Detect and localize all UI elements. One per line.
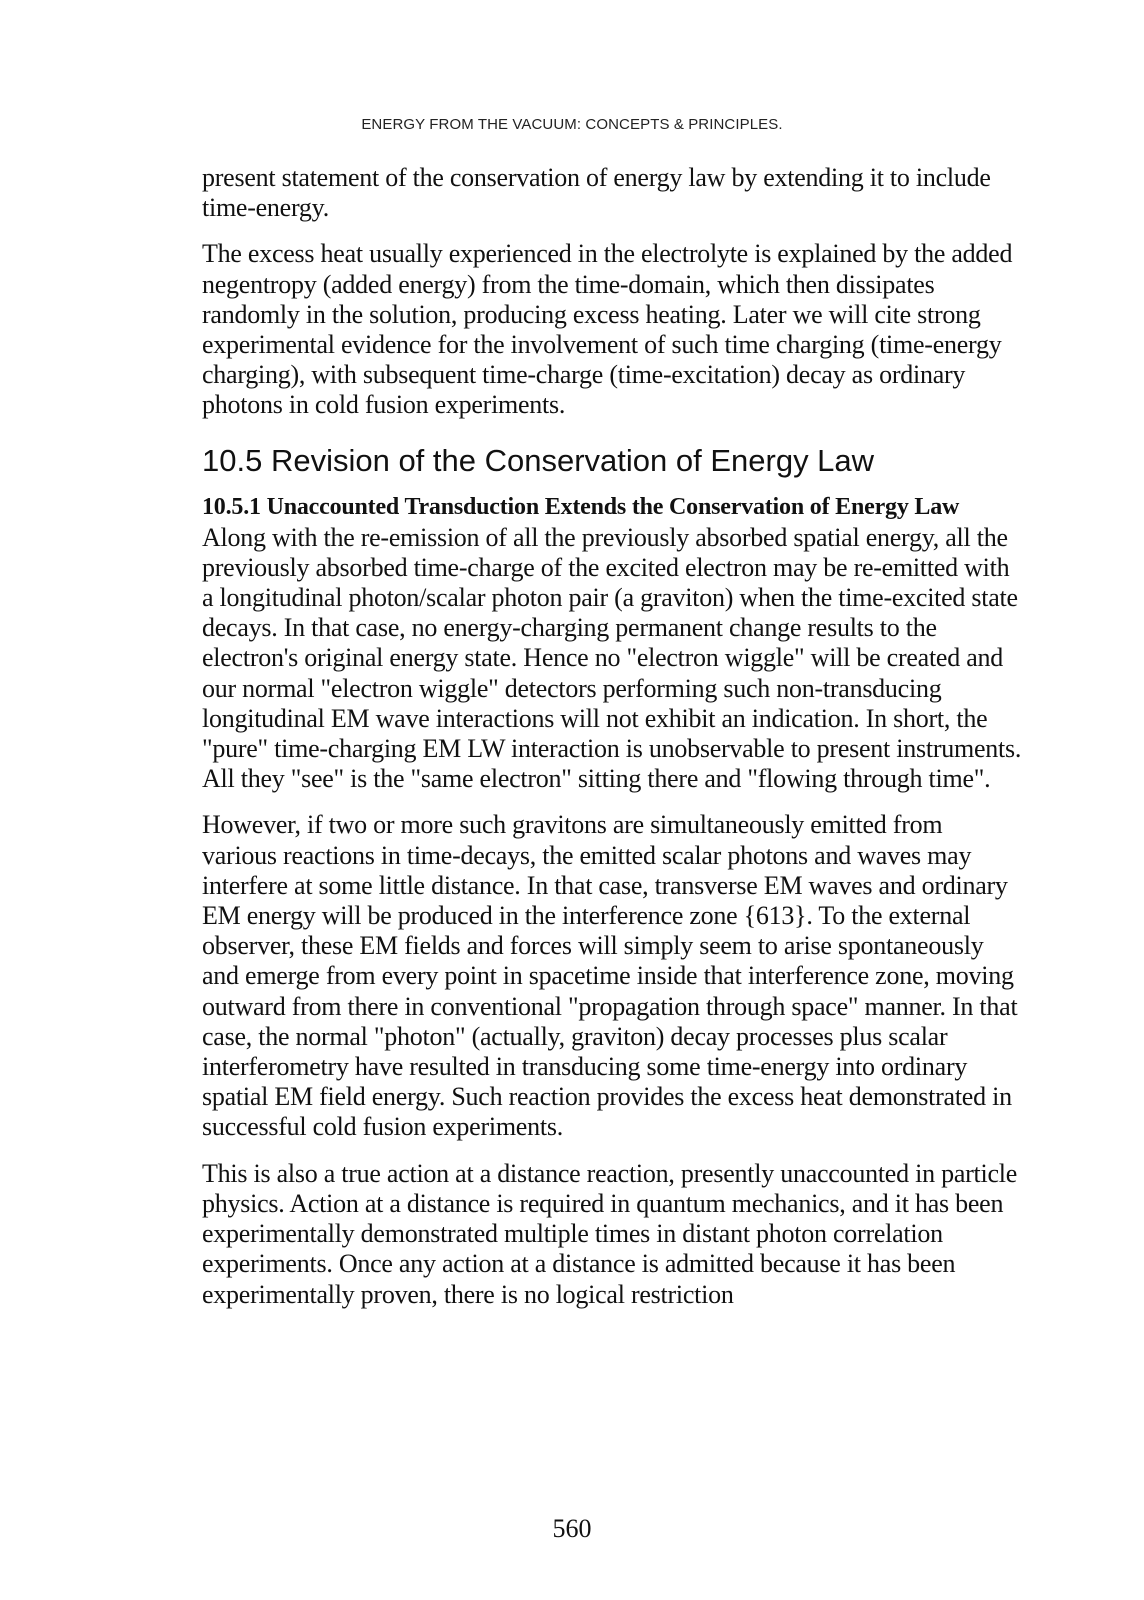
running-header: ENERGY FROM THE VACUUM: CONCEPTS & PRINCIPLES.: [361, 116, 783, 133]
paragraph-excess-heat: The excess heat usually experienced in the electrolyte is explained by the added negentropy (added energy) from the time-domain, which then dissipates randomly in the solution, producing excess heating. Later we will cite strong experimental evidence for the involvement of such time charging (time-energy charging), with subsequent time-charge (time-excitation) decay as ordinary photons in cold fusion experiments.: [202, 239, 1013, 420]
paragraph-reemission: Along with the re-emission of all the previously absorbed spatial energy, all the previously absorbed time-charge of the excited electron may be re-emitted with a longitudinal photon/scalar photon pair (a graviton) when the time-excited state decays. In that case, no energy-charging permanent change results to the electron's original energy state. Hence no "electron wiggle" will be created and our normal "electron wiggle" detectors performing such non-transducing longitudinal EM wave interactions will not exhibit an indication. In short, the "pure" time-charging EM LW interaction is unobservable to present instruments. All they "see" is the "same electron" sitting there and "flowing through time".: [202, 522, 1022, 794]
section-heading: 10.5 Revision of the Conservation of Energy Law: [202, 442, 875, 478]
paragraph-continued: present statement of the conservation of energy law by extending it to include time-energy.: [202, 163, 991, 223]
subsection-heading: 10.5.1 Unaccounted Transduction Extends the Conservation of Energy Law: [202, 493, 960, 520]
page-number: 560: [552, 1514, 592, 1543]
page-body: [202, 163, 1022, 1326]
paragraph-gravitons: However, if two or more such gravitons are simultaneously emitted from various reactions in time-decays, the emitted scalar photons and waves may interfere at some little distance. In that case, transverse EM waves and ordinary EM energy will be produced in the interference zone {613}. To the external observer, these EM fields and forces will simply seem to arise spontaneously and emerge from every point in spacetime inside that interference zone, moving outward from there in conventional "propagation through space" manner. In that case, the normal "photon" (actually, graviton) decay processes plus scalar interferometry have resulted in transducing some time-energy into ordinary spatial EM field energy. Such reaction provides the excess heat demonstrated in successful cold fusion experiments.: [202, 810, 1018, 1142]
paragraph-action-at-distance: This is also a true action at a distance reaction, presently unaccounted in particle physics. Action at a distance is required in quantum mechanics, and it has been experimentally demonstrated multiple times in distant photon correlation experiments. Once any action at a distance is admitted because it has been experimentally proven, there is no logical restriction: [202, 1158, 1018, 1309]
